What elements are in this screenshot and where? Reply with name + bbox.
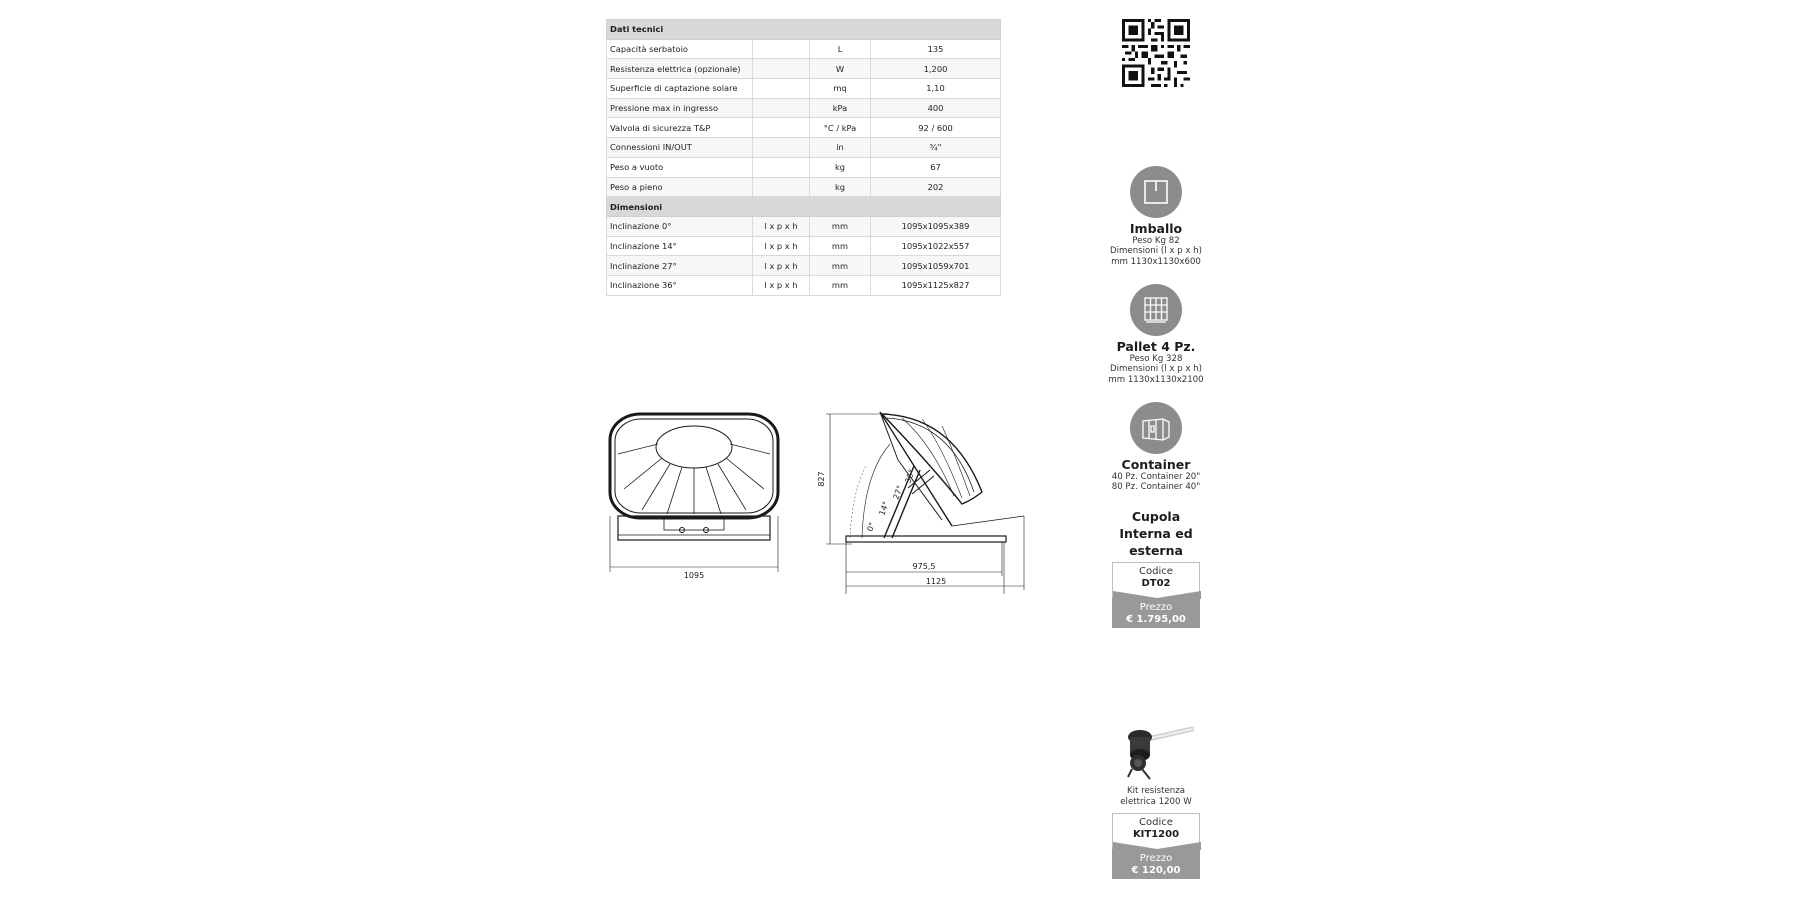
price-area <box>1112 849 1200 879</box>
row-value: 67 <box>871 157 1001 177</box>
row-value: 1095x1125x827 <box>871 275 1001 295</box>
imballo-dim-value: mm 1130x1130x600 <box>1111 256 1201 267</box>
table-row <box>607 177 1001 197</box>
row-label: Superficie di captazione solare <box>607 79 753 99</box>
container-title: Container <box>1121 457 1191 472</box>
kit-price: € 120,00 <box>1131 864 1181 876</box>
container-icon <box>1130 402 1182 454</box>
price-label: Prezzo <box>1139 853 1173 864</box>
row-unit: °C / kPa <box>810 118 871 138</box>
section-title: Dimensioni <box>607 197 1001 217</box>
row-unit: mm <box>810 236 871 256</box>
container-line-40: 80 Pz. Container 40" <box>1111 482 1201 493</box>
row-unit: W <box>810 59 871 79</box>
imballo-dim-label: Dimensioni (l x p x h) <box>1110 246 1202 257</box>
section-title: Dati tecnici <box>607 20 1001 40</box>
row-label: Inclinazione 0° <box>607 216 753 236</box>
row-spec <box>753 98 810 118</box>
row-label: Inclinazione 14° <box>607 236 753 256</box>
imballo-title: Imballo <box>1129 221 1183 236</box>
row-unit: in <box>810 138 871 158</box>
chevron-divider <box>1113 591 1201 599</box>
product-code: DT02 <box>1141 577 1171 589</box>
row-spec: l x p x h <box>753 256 810 276</box>
angle-label: 14° <box>877 500 891 517</box>
row-label: Pressione max in ingresso <box>607 98 753 118</box>
qr-code <box>1122 19 1190 87</box>
pallet-block <box>1100 284 1212 385</box>
row-unit: L <box>810 39 871 59</box>
pallet-dim-label: Dimensioni (l x p x h) <box>1110 364 1202 375</box>
heating-element-image <box>1118 725 1194 781</box>
angle-label: 36° <box>903 468 917 485</box>
row-spec: l x p x h <box>753 236 810 256</box>
table-row <box>607 138 1001 158</box>
technical-drawing <box>602 404 1042 604</box>
chevron-divider <box>1113 842 1201 850</box>
code-label: Codice <box>1139 566 1173 577</box>
product-price: € 1.795,00 <box>1126 613 1186 625</box>
dim-total-label: 1125 <box>925 577 947 586</box>
row-spec: l x p x h <box>753 216 810 236</box>
kit-label-line: Kit resistenza <box>1127 786 1185 796</box>
row-value: 1095x1059x701 <box>871 256 1001 276</box>
row-value: 135 <box>871 39 1001 59</box>
kit-label <box>1100 786 1212 808</box>
imballo-weight: Peso Kg 82 <box>1132 236 1180 246</box>
price-label: Prezzo <box>1139 602 1173 613</box>
dim-width-label: 1095 <box>683 571 705 580</box>
section-header-tech <box>607 20 1001 40</box>
row-label: Peso a vuoto <box>607 157 753 177</box>
row-value: 92 / 600 <box>871 118 1001 138</box>
row-value: 1095x1022x557 <box>871 236 1001 256</box>
row-spec: l x p x h <box>753 275 810 295</box>
row-unit: kg <box>810 157 871 177</box>
row-unit: mm <box>810 275 871 295</box>
row-unit: mm <box>810 216 871 236</box>
table-row <box>607 256 1001 276</box>
container-block <box>1100 402 1212 493</box>
dim-base-label: 975,5 <box>912 562 936 571</box>
row-unit: kg <box>810 177 871 197</box>
angle-label: 27° <box>891 484 905 501</box>
angle-label: 0° <box>865 521 877 533</box>
row-spec <box>753 157 810 177</box>
row-unit: mq <box>810 79 871 99</box>
product-price-box <box>1112 562 1200 628</box>
row-spec <box>753 118 810 138</box>
dim-height-label: 827 <box>817 471 826 487</box>
row-label: Inclinazione 36° <box>607 275 753 295</box>
row-value: 1,10 <box>871 79 1001 99</box>
product-title-line: Cupola <box>1131 509 1181 524</box>
pallet-icon <box>1130 284 1182 336</box>
row-value: 1,200 <box>871 59 1001 79</box>
code-box <box>1112 562 1200 598</box>
spec-table <box>606 19 1001 296</box>
table-row <box>607 39 1001 59</box>
row-spec <box>753 59 810 79</box>
pallet-title: Pallet 4 Pz. <box>1116 339 1196 354</box>
product-title-line: esterna <box>1129 543 1183 558</box>
table-row <box>607 275 1001 295</box>
kit-price-box <box>1112 813 1200 879</box>
row-label: Peso a pieno <box>607 177 753 197</box>
row-spec <box>753 39 810 59</box>
table-row <box>607 216 1001 236</box>
row-unit: kPa <box>810 98 871 118</box>
table-row <box>607 98 1001 118</box>
row-unit: mm <box>810 256 871 276</box>
product-title-line: Interna ed <box>1119 526 1193 541</box>
row-value: 202 <box>871 177 1001 197</box>
row-spec <box>753 138 810 158</box>
price-area <box>1112 598 1200 628</box>
pallet-dim-value: mm 1130x1130x2100 <box>1108 374 1204 385</box>
table-row <box>607 118 1001 138</box>
row-spec <box>753 177 810 197</box>
row-value: 400 <box>871 98 1001 118</box>
product-title <box>1100 508 1212 559</box>
row-spec <box>753 79 810 99</box>
table-row <box>607 59 1001 79</box>
kit-label-line: elettrica 1200 W <box>1120 797 1192 807</box>
front-view-drawing <box>610 414 778 572</box>
row-label: Inclinazione 27° <box>607 256 753 276</box>
row-value: 1095x1095x389 <box>871 216 1001 236</box>
table-row <box>607 79 1001 99</box>
code-label: Codice <box>1139 817 1173 828</box>
table-row <box>607 157 1001 177</box>
code-box <box>1112 813 1200 849</box>
imballo-block <box>1100 166 1212 267</box>
section-header-dimensions <box>607 197 1001 217</box>
box-icon <box>1130 166 1182 218</box>
row-label: Capacità serbatoio <box>607 39 753 59</box>
row-value: ¾" <box>871 138 1001 158</box>
row-label: Resistenza elettrica (opzionale) <box>607 59 753 79</box>
row-label: Connessioni IN/OUT <box>607 138 753 158</box>
pallet-weight: Peso Kg 328 <box>1129 354 1183 364</box>
table-row <box>607 236 1001 256</box>
kit-code: KIT1200 <box>1132 828 1180 840</box>
container-line-20: 40 Pz. Container 20" <box>1111 472 1201 482</box>
row-label: Valvola di sicurezza T&P <box>607 118 753 138</box>
